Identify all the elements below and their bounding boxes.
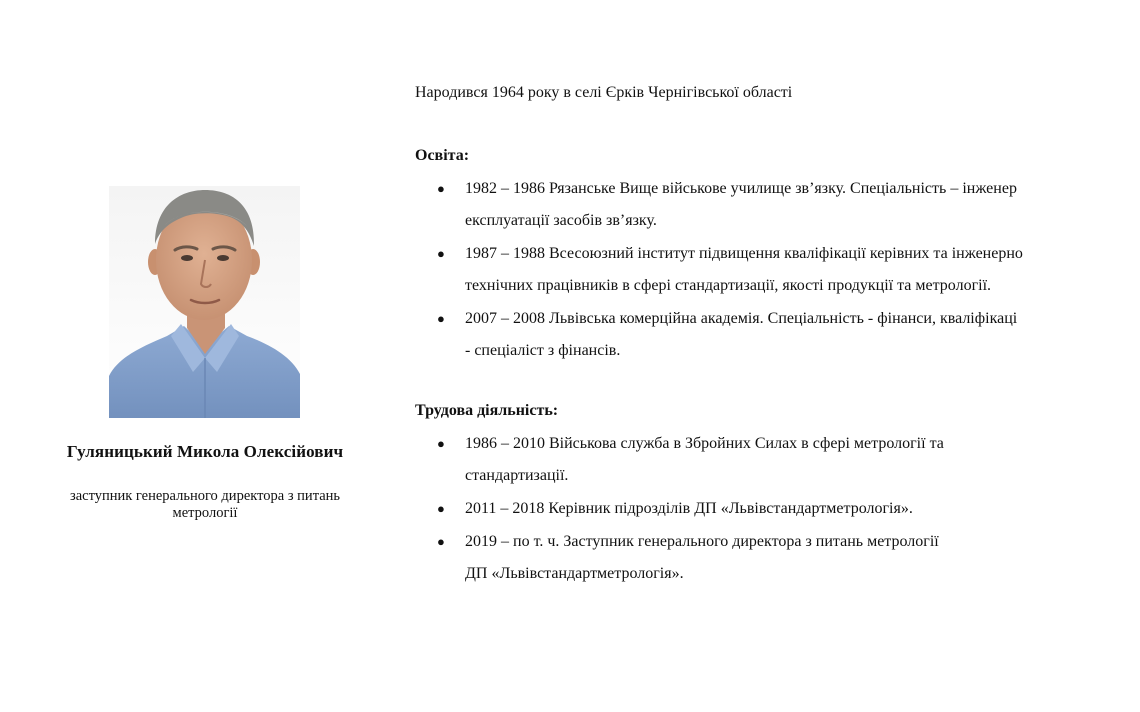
education-list: [415, 173, 1105, 368]
list-item-text: 2019 – по т. ч. Заступник генерального директора з питань метрології: [465, 533, 939, 550]
list-item-text: 1987 – 1988 Всесоюзний інститут підвищення кваліфікації керівних та інженерно: [465, 245, 1023, 262]
list-item-text: стандартизації.: [465, 467, 569, 484]
list-item: [415, 428, 1105, 492]
bullet-icon: ●: [437, 501, 445, 516]
list-item-text: 1982 – 1986 Рязанське Вище військове училище зв’язку. Спеціальність – інженер: [465, 180, 1017, 197]
list-item: [415, 493, 1105, 525]
bullet-icon: ●: [437, 246, 445, 261]
bullet-icon: ●: [437, 181, 445, 196]
list-item: [415, 173, 1105, 237]
work-list: [415, 428, 1105, 591]
education-heading: Освіта:: [415, 147, 470, 164]
bullet-icon: ●: [437, 311, 445, 326]
list-item: [415, 303, 1105, 367]
birth-info: Народився 1964 року в селі Єрків Чернігівської області: [415, 84, 793, 101]
list-item: [415, 526, 1105, 590]
bullet-icon: ●: [437, 436, 445, 451]
list-item-text: 1986 – 2010 Військова служба в Збройних Силах в сфері метрології та: [465, 435, 944, 452]
work-heading: Трудова діяльність:: [415, 402, 559, 419]
person-position: заступник генерального директора з питань метрології: [69, 488, 341, 521]
list-item: [415, 238, 1105, 302]
portrait-photo: [109, 186, 300, 418]
list-item-text: 2007 – 2008 Львівська комерційна академія. Спеціальність - фінанси, кваліфікаці: [465, 310, 1018, 327]
list-item-text: ДП «Львівстандартметрологія».: [465, 565, 684, 582]
list-item-text: 2011 – 2018 Керівник підрозділів ДП «Львівстандартметрологія».: [465, 500, 913, 517]
person-name: Гуляницький Микола Олексійович: [66, 442, 344, 461]
list-item-text: експлуатації засобів зв’язку.: [465, 212, 657, 229]
list-item-text: - спеціаліст з фінансів.: [465, 342, 621, 359]
bullet-icon: ●: [437, 534, 445, 549]
list-item-text: технічних працівників в сфері стандартизації, якості продукції та метрології.: [465, 277, 992, 294]
